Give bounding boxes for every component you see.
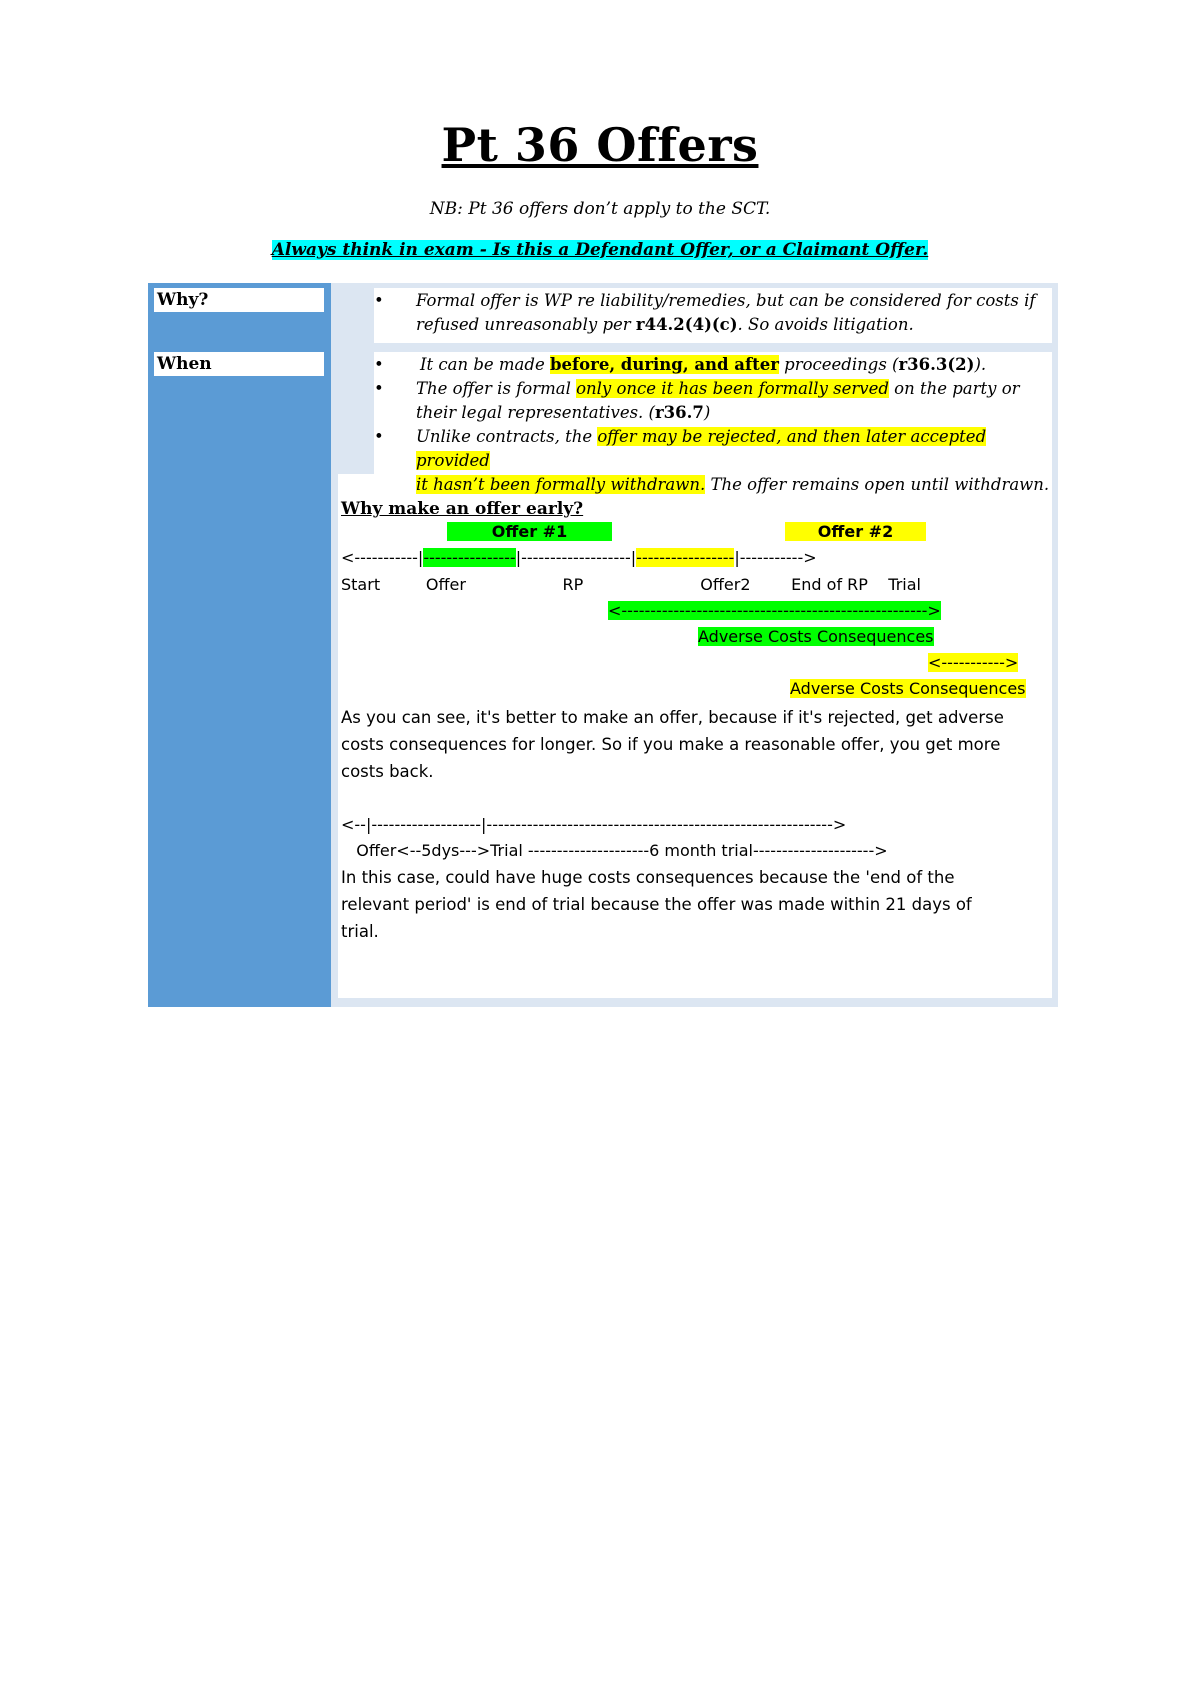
yellow-acc-label: Adverse Costs Consequences xyxy=(790,679,1026,698)
timeline1-seg-e: |-----------> xyxy=(734,548,817,567)
explanation-1-line-2: costs consequences for longer. So if you make a reasonable offer, you get more xyxy=(341,735,1001,754)
when-b2-rule: r36.7 xyxy=(654,403,704,422)
explanation-2-line-2: relevant period' is end of trial because the offer was made within 21 days of xyxy=(341,895,972,914)
when-b1-rule: r36.3(2) xyxy=(898,355,975,374)
timeline1-seg-a: <-----------| xyxy=(341,548,424,567)
why-b1-rule: r44.2(4)(c) xyxy=(635,315,738,334)
why-label: Why? xyxy=(154,288,324,312)
page-title: Pt 36 Offers xyxy=(441,118,759,172)
green-acc-label: Adverse Costs Consequences xyxy=(698,627,934,646)
when-bullet-3 xyxy=(372,425,1062,497)
timeline1-seg-c: |-------------------| xyxy=(515,548,637,567)
timeline1-seg-d: ----------------- xyxy=(636,548,735,567)
when-b3-post: The offer remains open until withdrawn. xyxy=(705,475,1050,494)
label-column xyxy=(148,283,331,1007)
when-b3-highlight-2: it hasn’t been formally withdrawn. xyxy=(416,475,706,494)
green-arrow: <-----------------------------------------------------> xyxy=(608,601,941,620)
when-b2-highlight: only once it has been formally served xyxy=(576,379,889,398)
explanation-1-line-1: As you can see, it's better to make an offer, because if it's rejected, get adverse xyxy=(341,708,1004,727)
bullet-icon: • xyxy=(374,379,384,398)
bullet-icon: • xyxy=(374,355,384,374)
nb-note: NB: Pt 36 offers don’t apply to the SCT. xyxy=(429,199,771,219)
why-b1-line1: Formal offer is WP re liability/remedies, but can be considered for costs if xyxy=(416,291,1036,310)
when-b2-post: on the party or xyxy=(888,379,1020,398)
when-b1-bold: before, during, and after xyxy=(549,355,779,374)
explanation-1-line-3: costs back. xyxy=(341,762,434,781)
timeline2-axis: <--|-------------------|------------------------------------------------------------> xyxy=(341,815,847,834)
offer1-heading: Offer #1 xyxy=(447,522,612,541)
when-b1-mid: proceedings ( xyxy=(778,355,899,374)
timeline-heading: Why make an offer early? xyxy=(341,499,584,519)
why-bullet-1 xyxy=(372,289,1062,337)
when-b1-pre: It can be made xyxy=(420,355,550,374)
notes-table xyxy=(148,283,1058,1007)
exam-reminder-text: Always think in exam - Is this a Defendant Offer, or a Claimant Offer. xyxy=(271,240,929,260)
why-bullets xyxy=(372,289,1062,337)
when-b3-pre: Unlike contracts, the xyxy=(416,427,598,446)
bullet-icon: • xyxy=(374,427,384,446)
timeline1-axis xyxy=(341,548,817,567)
when-bullet-1 xyxy=(372,353,1062,377)
bullet-icon: • xyxy=(374,291,384,310)
when-b2-pre: The offer is formal xyxy=(416,379,577,398)
explanation-2 xyxy=(341,864,1051,945)
why-bullet-shade xyxy=(338,288,374,343)
why-b1-line2: refused unreasonably per xyxy=(416,315,636,334)
explanation-2-line-3: trial. xyxy=(341,922,379,941)
timeline1-seg-b: ---------------- xyxy=(423,548,516,567)
offer2-heading: Offer #2 xyxy=(785,522,926,541)
when-label: When xyxy=(154,352,324,376)
when-bullets xyxy=(372,353,1062,497)
exam-reminder xyxy=(0,240,1200,260)
when-bullet-2 xyxy=(372,377,1062,425)
when-b1-post: ). xyxy=(974,355,987,374)
when-bullet-shade xyxy=(338,352,374,474)
timeline1-labels: Start Offer RP Offer2 End of RP Trial xyxy=(341,575,921,594)
why-b1-post: . So avoids litigation. xyxy=(737,315,914,334)
explanation-2-line-1: In this case, could have huge costs consequences because the 'end of the xyxy=(341,868,955,887)
explanation-1 xyxy=(341,704,1051,785)
when-b2-line2-post: ) xyxy=(703,403,711,422)
timeline2-labels: Offer<--5dys--->Trial ---------------------6 month trial---------------------> xyxy=(341,841,888,860)
when-b2-line2: their legal representatives. ( xyxy=(416,403,655,422)
when-b3-highlight-1: offer may be rejected, and then later accepted provided xyxy=(416,427,987,470)
yellow-arrow: <-----------> xyxy=(928,653,1019,672)
